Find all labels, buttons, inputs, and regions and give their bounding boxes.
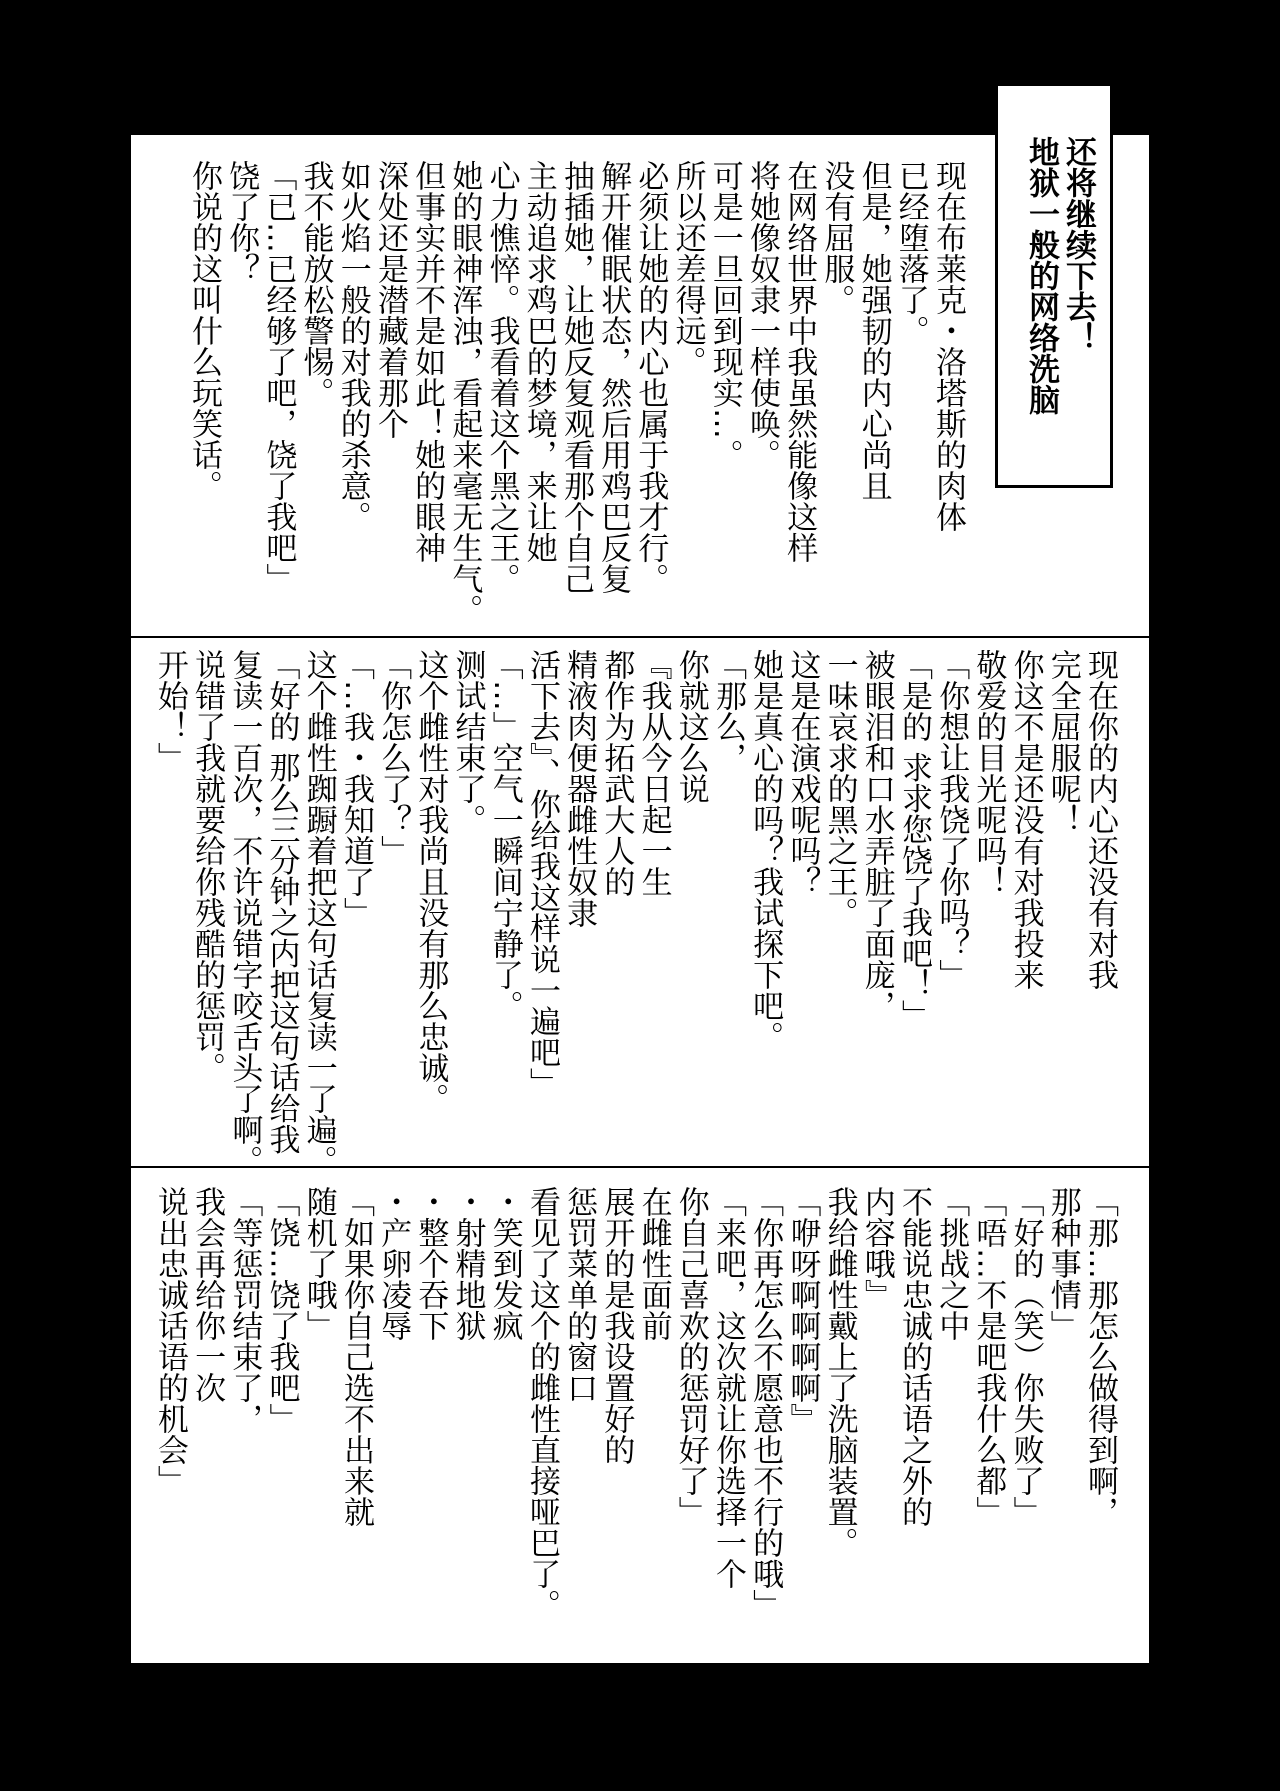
text-line: 内容哦』: [858, 1186, 895, 1310]
text-line: 这是在演戏呢吗？: [784, 649, 821, 897]
text-line: 测试结束了。: [449, 649, 486, 835]
text-line: 我给雌性戴上了洗脑装置。: [821, 1186, 858, 1558]
title-line: 地狱一般的网络洗脑: [1023, 136, 1059, 415]
text-line: 敬爱的目光呢吗！: [970, 649, 1007, 897]
text-line: 可是一旦回到现实…。: [706, 160, 743, 470]
text-line: 所以还差得远。: [669, 160, 706, 377]
text-line: 将她像奴隶一样使唤。: [743, 160, 780, 470]
text-line: 「饶…饶了我吧」: [263, 1186, 300, 1434]
text-line: ・整个吞下: [412, 1186, 449, 1341]
text-line: 你就这么说: [672, 649, 709, 804]
text-line: 『我从今日起一生: [635, 649, 672, 897]
text-line: 如火焰一般的对我的杀意。: [334, 160, 371, 532]
panel-3-text: [151, 1186, 1118, 1620]
text-line: 「咿呀啊啊啊啊』: [784, 1186, 821, 1434]
text-line: 心力憔悴。我看着这个黑之王。: [483, 160, 520, 594]
text-line: 精液肉便器雌性奴隶: [561, 649, 598, 928]
text-line: 但事实并不是如此！她的眼神: [409, 160, 446, 563]
chapter-title: [1022, 136, 1096, 415]
text-line: 惩罚菜单的窗口: [561, 1186, 598, 1403]
text-line: 随机了哦」: [300, 1186, 337, 1341]
text-line: 已经堕落了。: [892, 160, 929, 346]
text-line: 完全屈服呢！: [1044, 649, 1081, 835]
text-line: 抽插她，让她反复观看那个自己: [557, 160, 594, 594]
text-line: 展开的是我设置好的: [598, 1186, 635, 1465]
panel-1-text: [185, 160, 966, 625]
title-line: 还将继续下去！: [1060, 136, 1096, 353]
text-line: 一味哀求的黑之王。: [821, 649, 858, 928]
text-line: 你说的这叫什么玩笑话。: [185, 160, 222, 501]
text-line: 她是真心的吗？我试探下吧。: [747, 649, 784, 1052]
text-line: 没有屈服。: [818, 160, 855, 315]
text-line: 这个雌性踟蹰着把这句话复读一了遍。: [300, 649, 337, 1176]
text-line: 现在你的内心还没有对我: [1082, 649, 1118, 990]
text-line: 但是，她强韧的内心尚且: [855, 160, 892, 501]
text-line: 看见了这个的雌性直接哑巴了。: [523, 1186, 560, 1620]
text-line: 「那…那怎么做得到啊，: [1082, 1186, 1118, 1527]
text-line: 被眼泪和口水弄脏了面庞，: [858, 649, 895, 1021]
text-line: 「你怎么了？」: [375, 649, 412, 866]
text-line: 「来吧，这次就让你选择一个: [709, 1186, 746, 1589]
text-line: 「你想让我饶了你吗？」: [933, 649, 970, 990]
text-line: 你这不是还没有对我投来: [1007, 649, 1044, 990]
text-line: 说错了我就要给你残酷的惩罚。: [189, 649, 226, 1083]
text-line: 「唔…不是吧我什么都」: [970, 1186, 1007, 1527]
panel-divider: [131, 636, 1149, 638]
chapter-title-box: [995, 83, 1113, 488]
text-line: 开始！」: [151, 649, 188, 773]
text-line: 解开催眠状态，然后用鸡巴反复: [595, 160, 632, 594]
text-line: 「好的 那么三分钟之内把这句话给我: [263, 649, 300, 1155]
text-line: 你自己喜欢的惩罚好了」: [672, 1186, 709, 1527]
text-line: 说出忠诚话语的机会」: [151, 1186, 188, 1496]
text-line: ・笑到发疯: [486, 1186, 523, 1341]
text-line: 「等惩罚结束了，: [226, 1186, 263, 1434]
text-line: 主动追求鸡巴的梦境，来让她: [520, 160, 557, 563]
text-line: 都作为拓武大人的: [598, 649, 635, 897]
panel-2-text: [151, 649, 1118, 1176]
text-line: ・产卵凌辱: [375, 1186, 412, 1341]
text-line: 「…我・我知道了」: [337, 649, 374, 928]
text-line: 活下去』、你给我这样说一遍吧」: [523, 649, 560, 1099]
text-line: 深处还是潜藏着那个: [371, 160, 408, 439]
text-line: 不能说忠诚的话语之外的: [895, 1186, 932, 1527]
text-line: 「已…已经够了吧，饶了我吧」: [260, 160, 297, 594]
text-line: 必须让她的内心也属于我才行。: [632, 160, 669, 594]
text-line: 「…」空气一瞬间宁静了。: [486, 649, 523, 1021]
text-line: 「是的 求求您饶了我吧！」: [895, 649, 932, 1031]
text-line: 复读一百次，不许说错字咬舌头了啊。: [226, 649, 263, 1176]
text-line: 现在布莱克・洛塔斯的肉体: [930, 160, 966, 532]
text-line: 在网络世界中我虽然能像这样: [781, 160, 818, 563]
text-line: 「那么，: [709, 649, 746, 773]
text-line: 我会再给你一次: [189, 1186, 226, 1403]
text-line: 饶了你？: [223, 160, 260, 284]
text-line: ・射精地狱: [449, 1186, 486, 1341]
text-line: 「如果你自己选不出来就: [337, 1186, 374, 1527]
text-line: 「挑战之中: [933, 1186, 970, 1341]
text-line: 「你再怎么不愿意也不行的哦」: [747, 1186, 784, 1620]
text-line: 这个雌性对我尚且没有那么忠诚。: [412, 649, 449, 1114]
text-line: 我不能放松警惕。: [297, 160, 334, 408]
text-line: 那种事情」: [1044, 1186, 1081, 1341]
text-line: 她的眼神浑浊，看起来毫无生气。: [446, 160, 483, 625]
text-line: 在雌性面前: [635, 1186, 672, 1341]
text-line: 「好的（笑）你失败了」: [1007, 1186, 1044, 1527]
